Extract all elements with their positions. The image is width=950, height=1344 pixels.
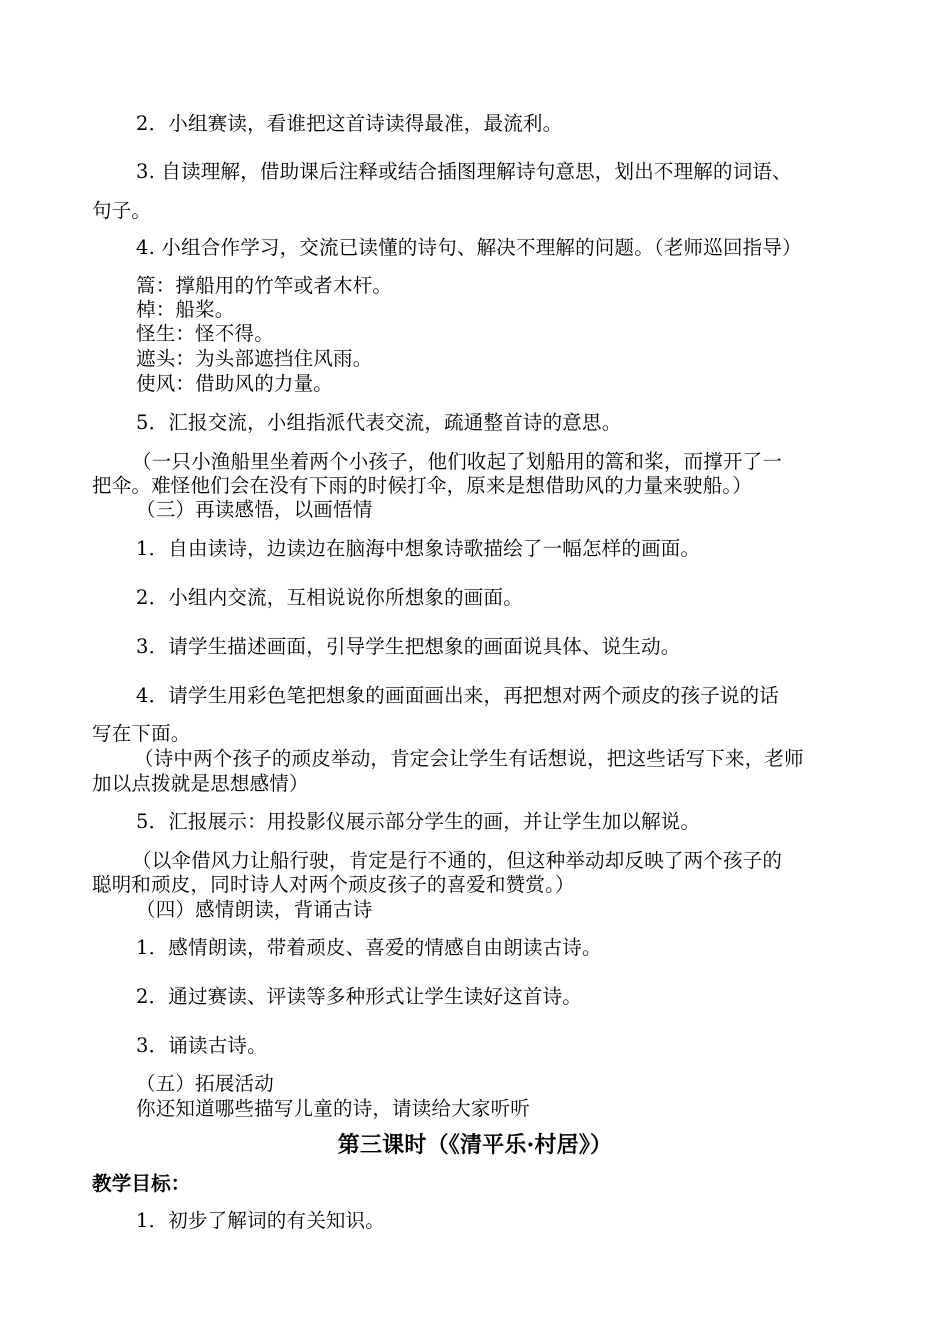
paragraph-line: 5．汇报展示：用投影仪展示部分学生的画，并让学生加以解说。	[136, 810, 701, 833]
paragraph-line: 3．请学生描述画面，引导学生把想象的画面说具体、说生动。	[136, 635, 681, 658]
subsection-heading: （五）拓展活动	[136, 1072, 274, 1095]
paragraph-line: 1．自由读诗，边读边在脑海中想象诗歌描绘了一幅怎样的画面。	[136, 537, 701, 560]
subsection-heading: （三）再读感悟，以画悟情	[136, 498, 373, 521]
paragraph-line: 聪明和顽皮，同时诗人对两个顽皮孩子的喜爱和赞赏。）	[92, 873, 575, 896]
annotation-line: 棹：船桨。	[136, 298, 235, 321]
annotation-line: 怪生：怪不得。	[136, 322, 274, 345]
paragraph-line: 2．小组赛读，看谁把这首诗读得最准，最流利。	[136, 112, 563, 135]
paragraph-line: 2．小组内交流，互相说说你所想象的画面。	[136, 586, 523, 609]
paragraph-line: 4. 小组合作学习，交流已读懂的诗句、解决不理解的问题。（老师巡回指导）	[136, 236, 802, 259]
paragraph-line: 你还知道哪些描写儿童的诗，请读给大家听听	[136, 1097, 531, 1120]
paragraph-line: 1．感情朗读，带着顽皮、喜爱的情感自由朗读古诗。	[136, 936, 602, 959]
paragraph-line: 3. 自读理解，借助课后注释或结合插图理解诗句意思，划出不理解的词语、	[136, 160, 792, 183]
paragraph-line: （诗中两个孩子的顽皮举动，肯定会让学生有话想说，把这些话写下来，老师	[134, 747, 804, 770]
paragraph-line: （以伞借风力让船行驶，肯定是行不通的，但这种举动却反映了两个孩子的	[132, 849, 783, 872]
paragraph-line: （一只小渔船里坐着两个小孩子，他们收起了划船用的篙和桨，而撑开了一	[132, 450, 783, 473]
paragraph-line: 写在下面。	[92, 722, 191, 745]
paragraph-line: 5．汇报交流，小组指派代表交流，疏通整首诗的意思。	[136, 411, 622, 434]
paragraph-line: 把伞。难怪他们会在没有下雨的时候打伞，原来是想借助风的力量来驶船。）	[92, 474, 753, 497]
objective-item: 1．初步了解词的有关知识。	[136, 1209, 386, 1232]
annotation-line: 篙：撑船用的竹竿或者木杆。	[136, 274, 393, 297]
paragraph-line: 3．诵读古诗。	[136, 1034, 267, 1057]
paragraph-line: 加以点拨就是思想感情）	[92, 772, 309, 795]
annotation-line: 使风：借助风的力量。	[136, 372, 334, 395]
paragraph-line: 句子。	[92, 199, 152, 222]
annotation-line: 遮头：为头部遮挡住风雨。	[136, 347, 373, 370]
section-heading: 第三课时（《清平乐·村居》）	[337, 1132, 613, 1158]
paragraph-line: 2．通过赛读、评读等多种形式让学生读好这首诗。	[136, 985, 583, 1008]
objectives-label: 教学目标：	[92, 1172, 191, 1195]
subsection-heading: （四）感情朗读，背诵古诗	[136, 898, 373, 921]
paragraph-line: 4．请学生用彩色笔把想象的画面画出来，再把想对两个顽皮的孩子说的话	[136, 684, 780, 707]
